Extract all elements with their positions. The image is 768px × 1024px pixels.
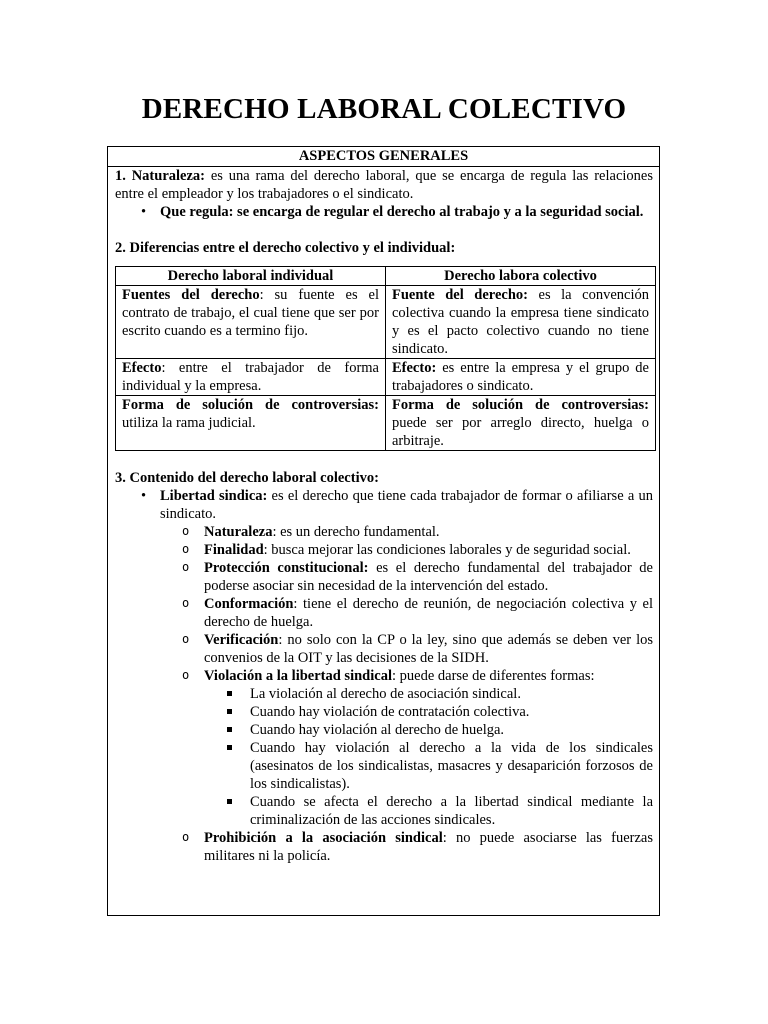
table-row xyxy=(116,396,656,451)
list-item: Cuando hay violación al derecho a la vida de los sindicales (asesinatos de los sindicalistas, masacres y desaparición forzosos de los sindicalistas). xyxy=(204,739,653,793)
list-item: o Violación a la libertad sindical: puede darse de diferentes formas: La violación al derecho de asociación sindical. Cuando hay violación de contratación colectiva. Cuando hay violación al derecho de huelga. Cuando hay violación al derecho a la vida de los sindicales (asesinatos de los sindicalistas, masacres y desaparición forzosos de los sindicalistas). Cuando se afecta el derecho a la libertad sindical mediante la criminalización de las acciones sindicales. xyxy=(160,667,653,829)
table-cell: Fuentes del derecho: su fuente es el contrato de trabajo, el cual tiene que ser por escrito cuando es a termino fijo. xyxy=(116,286,386,359)
list-item: o Protección constitucional: es el derecho fundamental del trabajador de poderse asociar sin necesidad de la intervención del estado. xyxy=(160,559,653,595)
list-item: o Conformación: tiene el derecho de reunión, de negociación colectiva y el derecho de huelga. xyxy=(160,595,653,631)
list-item: o Prohibición a la asociación sindical: no puede asociarse las fuerzas militares ni la policía. xyxy=(160,829,653,865)
list-item: Cuando hay violación de contratación colectiva. xyxy=(204,703,653,721)
table-cell: Forma de solución de controversias: puede ser por arreglo directo, huelga o arbitraje. xyxy=(386,396,656,451)
list-item: • Libertad sindica: es el derecho que tiene cada trabajador de formar o afiliarse a un sindicato. o Naturaleza: es un derecho fundamental. o Finalidad: busca mejorar las condiciones laborales y de seguridad social. o Protección constitucional: es el derecho fundamental del trabajador de poderse asociar sin necesidad de la intervención del estado. o Conformación: tiene el derecho de reunión, de negociación colectiva y el derecho de huelga. o Verificación: no solo con la CP o la ley, sino que además se deben ver los convenios de la OIT y las decisiones de la SIDH. o Violación a la libertad sindical: puede darse de diferentes formas: La violación al derecho de asociación sindical. Cuando hay violación de contratación colectiva. Cuando hay violación al derecho de huelga. Cuando hay violación al derecho a la vida de los sindicales (asesinatos de los sindicalistas, masacres y desaparición forzosos de los sindicalistas). Cuando se afecta el derecho a la libertad sindical mediante la criminalización de las acciones sindicales. o Prohibición a la asociación sindical: no puede asociarse las fuerzas militares ni la policía. xyxy=(115,487,653,865)
table-cell: Efecto: es entre la empresa y el grupo de trabajadores o sindicato. xyxy=(386,359,656,396)
document-title: DERECHO LABORAL COLECTIVO xyxy=(141,93,627,125)
table-header-row xyxy=(116,267,656,286)
section-header: ASPECTOS GENERALES xyxy=(108,147,659,167)
list-item xyxy=(115,203,653,221)
libertad-sindica-label: Libertad sindica: xyxy=(160,488,268,504)
list-item: Cuando hay violación al derecho de huelga. xyxy=(204,721,653,739)
list-item: o Naturaleza: es un derecho fundamental. xyxy=(160,523,653,541)
item-2-heading: 2. Diferencias entre el derecho colectivo y el individual: xyxy=(115,240,456,256)
list-item: La violación al derecho de asociación sindical. xyxy=(204,685,653,703)
col-individual-header: Derecho laboral individual xyxy=(116,267,386,286)
item-1-bullets xyxy=(115,203,653,221)
col-colectivo-header: Derecho labora colectivo xyxy=(386,267,656,286)
table-row xyxy=(116,286,656,359)
table-cell: Efecto: entre el trabajador de forma individual y la empresa. xyxy=(116,359,386,396)
list-item: o Finalidad: busca mejorar las condiciones laborales y de seguridad social. xyxy=(160,541,653,559)
table-row xyxy=(116,359,656,396)
content-frame xyxy=(107,146,660,916)
sub-list xyxy=(115,523,653,865)
violations-list xyxy=(204,685,653,829)
item-1-text: es una rama del derecho laboral, que se encarga de regula las relaciones entre el empleador y los trabajadores o el sindicato. xyxy=(115,168,654,202)
item-3-heading: 3. Contenido del derecho laboral colectivo: xyxy=(115,470,379,486)
table-cell: Fuente del derecho: es la convención colectiva cuando la empresa tiene sindicato y es el pacto colectivo cuando no tiene sindicato. xyxy=(386,286,656,359)
list-item: Cuando se afecta el derecho a la libertad sindical mediante la criminalización de las acciones sindicales. xyxy=(204,793,653,829)
item-1-label: 1. Naturaleza: xyxy=(115,168,205,184)
table-cell: Forma de solución de controversias: utiliza la rama judicial. xyxy=(116,396,386,451)
item-3-bullets xyxy=(115,487,653,865)
item-1-paragraph xyxy=(115,167,653,203)
comparison-table xyxy=(115,266,656,451)
section-body xyxy=(108,167,659,865)
que-regula-text: Que regula: se encarga de regular el derecho al trabajo y a la seguridad social. xyxy=(160,204,644,220)
list-item: o Verificación: no solo con la CP o la ley, sino que además se deben ver los convenios de la OIT y las decisiones de la SIDH. xyxy=(160,631,653,667)
